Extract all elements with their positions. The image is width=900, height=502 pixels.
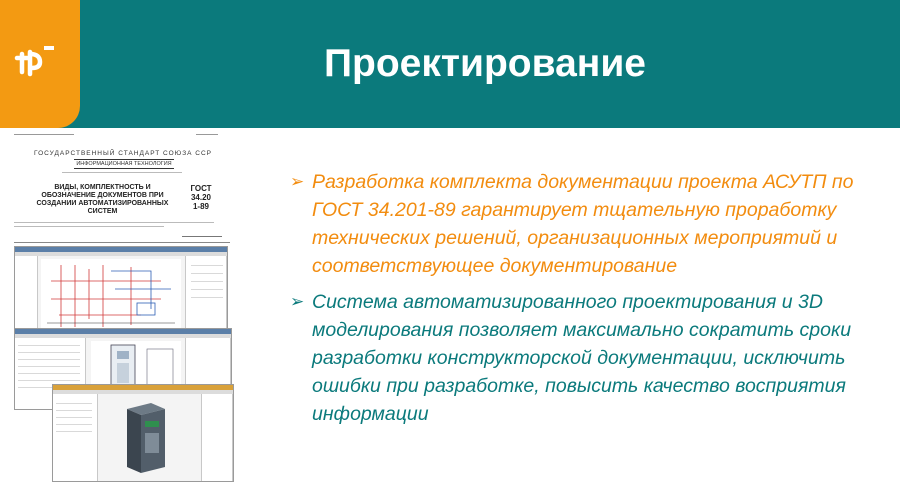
doc-gost-number (178, 184, 224, 211)
table-row (18, 380, 80, 381)
panel-row (191, 297, 223, 298)
project-documents-collage (12, 132, 234, 484)
cad-schematic-screenshot (14, 246, 228, 338)
bullet-text: Система автоматизированного проектирования и 3D моделирования позволяет максимально сократить сроки разработки конструкторской документации, исключить ошибки при разработке, повысить качество восприятия информации (312, 291, 852, 425)
doc-text-line (182, 236, 222, 237)
bullet-list (290, 168, 890, 428)
properties-panel (201, 394, 233, 481)
doc-header-line (14, 134, 74, 135)
cad-3d-model-screenshot (52, 384, 234, 482)
doc-standard-heading: ГОСУДАРСТВЕННЫЙ СТАНДАРТ СОЮЗА ССР (33, 150, 213, 157)
tree-row (56, 417, 92, 418)
tree-panel (53, 394, 98, 481)
tree-row (56, 403, 92, 404)
table-row (18, 345, 80, 346)
bullet-item-documentation (290, 168, 890, 280)
doc-series-heading: ИНФОРМАЦИОННАЯ ТЕХНОЛОГИЯ (74, 159, 174, 169)
panel-row (191, 273, 223, 274)
table-row (18, 359, 80, 360)
tree-row (56, 410, 92, 411)
3d-cabinet-model (109, 399, 189, 477)
doc-header-line (196, 134, 218, 135)
page-title: Проектирование (324, 42, 646, 85)
tree-panel (15, 256, 38, 337)
doc-gost-year: 1-89 (192, 202, 209, 211)
doc-gost-label: ГОСТ (190, 184, 212, 193)
doc-text-line (14, 222, 214, 223)
header-bar (0, 0, 900, 128)
panel-row (191, 265, 223, 266)
arrow-bullet-icon: ➢ (290, 172, 305, 191)
doc-subtitle-line (62, 172, 182, 173)
panel-row (191, 289, 223, 290)
panel-row (191, 281, 223, 282)
doc-title: ВИДЫ, КОМПЛЕКТНОСТЬ И ОБОЗНАЧЕНИЕ ДОКУМЕНТОВ ПРИ СОЗДАНИИ АВТОМАТИЗИРОВАННЫХ СИСТЕМ (36, 184, 169, 215)
doc-text-line (14, 226, 164, 227)
table-row (18, 352, 80, 353)
gost-document-page (12, 132, 234, 244)
table-row (18, 373, 80, 374)
bullet-text: Разработка комплекта документации проекта АСУТП по ГОСТ 34.201-89 гарантирует тщательную проработку технических решений, организационных мероприятий и соответствующее документирование (312, 171, 854, 277)
tree-row (56, 431, 92, 432)
arrow-bullet-icon: ➢ (290, 292, 305, 311)
doc-divider (14, 242, 230, 243)
bullet-item-cad-system (290, 288, 890, 428)
doc-gost-code: 34.20 (190, 193, 212, 202)
schematic-drawing (41, 259, 181, 333)
table-row (18, 366, 80, 367)
tree-row (56, 424, 92, 425)
